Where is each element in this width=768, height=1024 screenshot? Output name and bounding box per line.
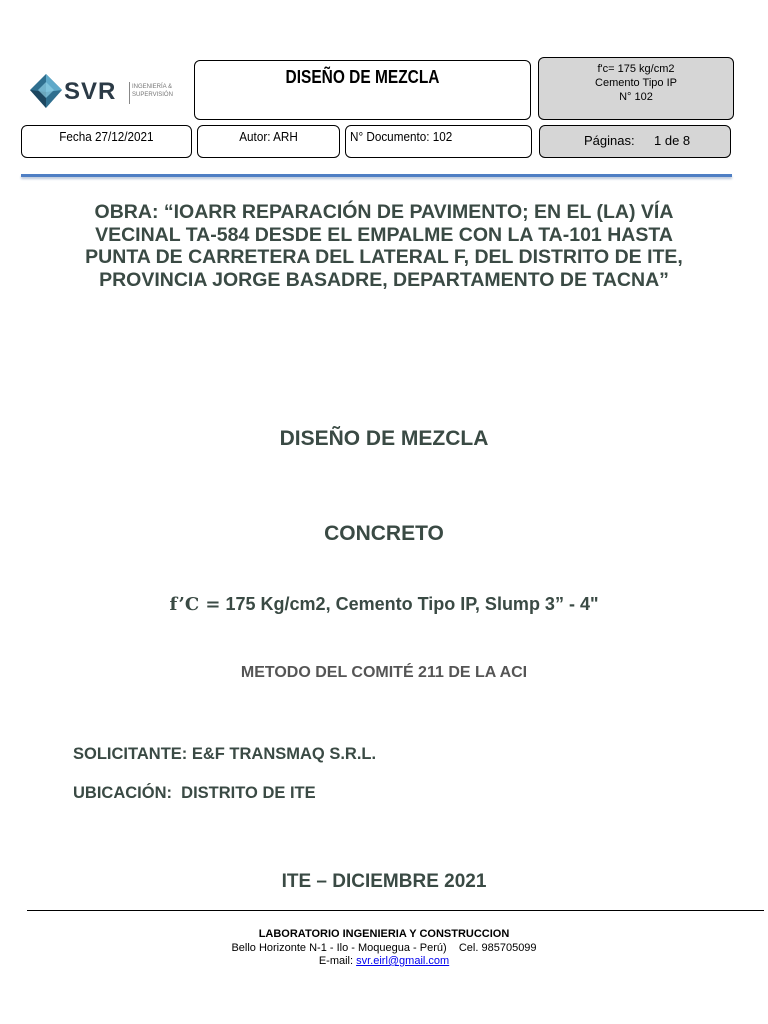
header-doc-title: DISEÑO DE MEZCLA [285, 67, 440, 87]
date-line: ITE – DICIEMBRE 2021 [281, 871, 487, 892]
paginas-value: 1 de 8 [654, 133, 691, 148]
fecha-box [21, 125, 192, 158]
documento-text: N° Documento: 102 [350, 129, 453, 144]
footer-email-label: E-mail: [318, 955, 354, 967]
fc-prefix: f’C = [169, 594, 221, 615]
fc-rest: 175 Kg/cm2, Cemento Tipo IP, Slump 3” - 4" [225, 594, 599, 614]
diamond-logo-icon [28, 72, 64, 110]
footer-company: LABORATORIO INGENIERIA Y CONSTRUCCION [258, 928, 510, 940]
footer-email-line [0, 955, 768, 969]
footer-divider [27, 910, 764, 911]
fc-line [0, 594, 768, 615]
logo-brand: SVR [64, 78, 117, 105]
footer-email-link[interactable]: svr.eirl@gmail.com [356, 955, 450, 967]
company-logo [28, 72, 180, 112]
spec-line-1: f'c= 175 kg/cm2 [597, 63, 675, 75]
solicitante-text: SOLICITANTE: E&F TRANSMAQ S.R.L. [73, 745, 377, 763]
logo-tagline-2: SUPERVISIÓN [132, 92, 173, 98]
autor-text: Autor: ARH [239, 129, 298, 144]
header-title-box [194, 60, 531, 120]
obra-text: OBRA: “IOARR REPARACIÓN DE PAVIMENTO; EN EL (LA) VÍA VECINAL TA-584 DESDE EL EMPALME CON LA TA-101 HASTA PUNTA DE CARRETERA DEL LATERAL F, DEL DISTRITO DE ITE, PROVINCIA JORGE BASADRE, DEPARTAMENTO DE TACNA” [85, 201, 683, 291]
subtitle: CONCRETO [324, 522, 444, 545]
ubicacion-text: UBICACIÓN: DISTRITO DE ITE [73, 784, 316, 802]
spec-line-3: N° 102 [619, 91, 653, 103]
footer [0, 928, 768, 969]
main-title: DISEÑO DE MEZCLA [279, 427, 489, 450]
paginas-label: Páginas: [584, 133, 635, 148]
autor-box [197, 125, 340, 158]
header-separator [21, 174, 732, 177]
logo-tagline-1: INGENIERÍA & [132, 84, 173, 90]
paginas-box [539, 125, 731, 158]
fecha-text: Fecha 27/12/2021 [59, 129, 154, 144]
header-spec-box [538, 57, 734, 120]
spec-line-2: Cemento Tipo IP [595, 77, 677, 89]
documento-box [345, 125, 532, 158]
method-text: METODO DEL COMITÉ 211 DE LA ACI [240, 664, 528, 681]
footer-address: Bello Horizonte N-1 - Ilo - Moquegua - Perú) Cel. 985705099 [231, 941, 537, 954]
